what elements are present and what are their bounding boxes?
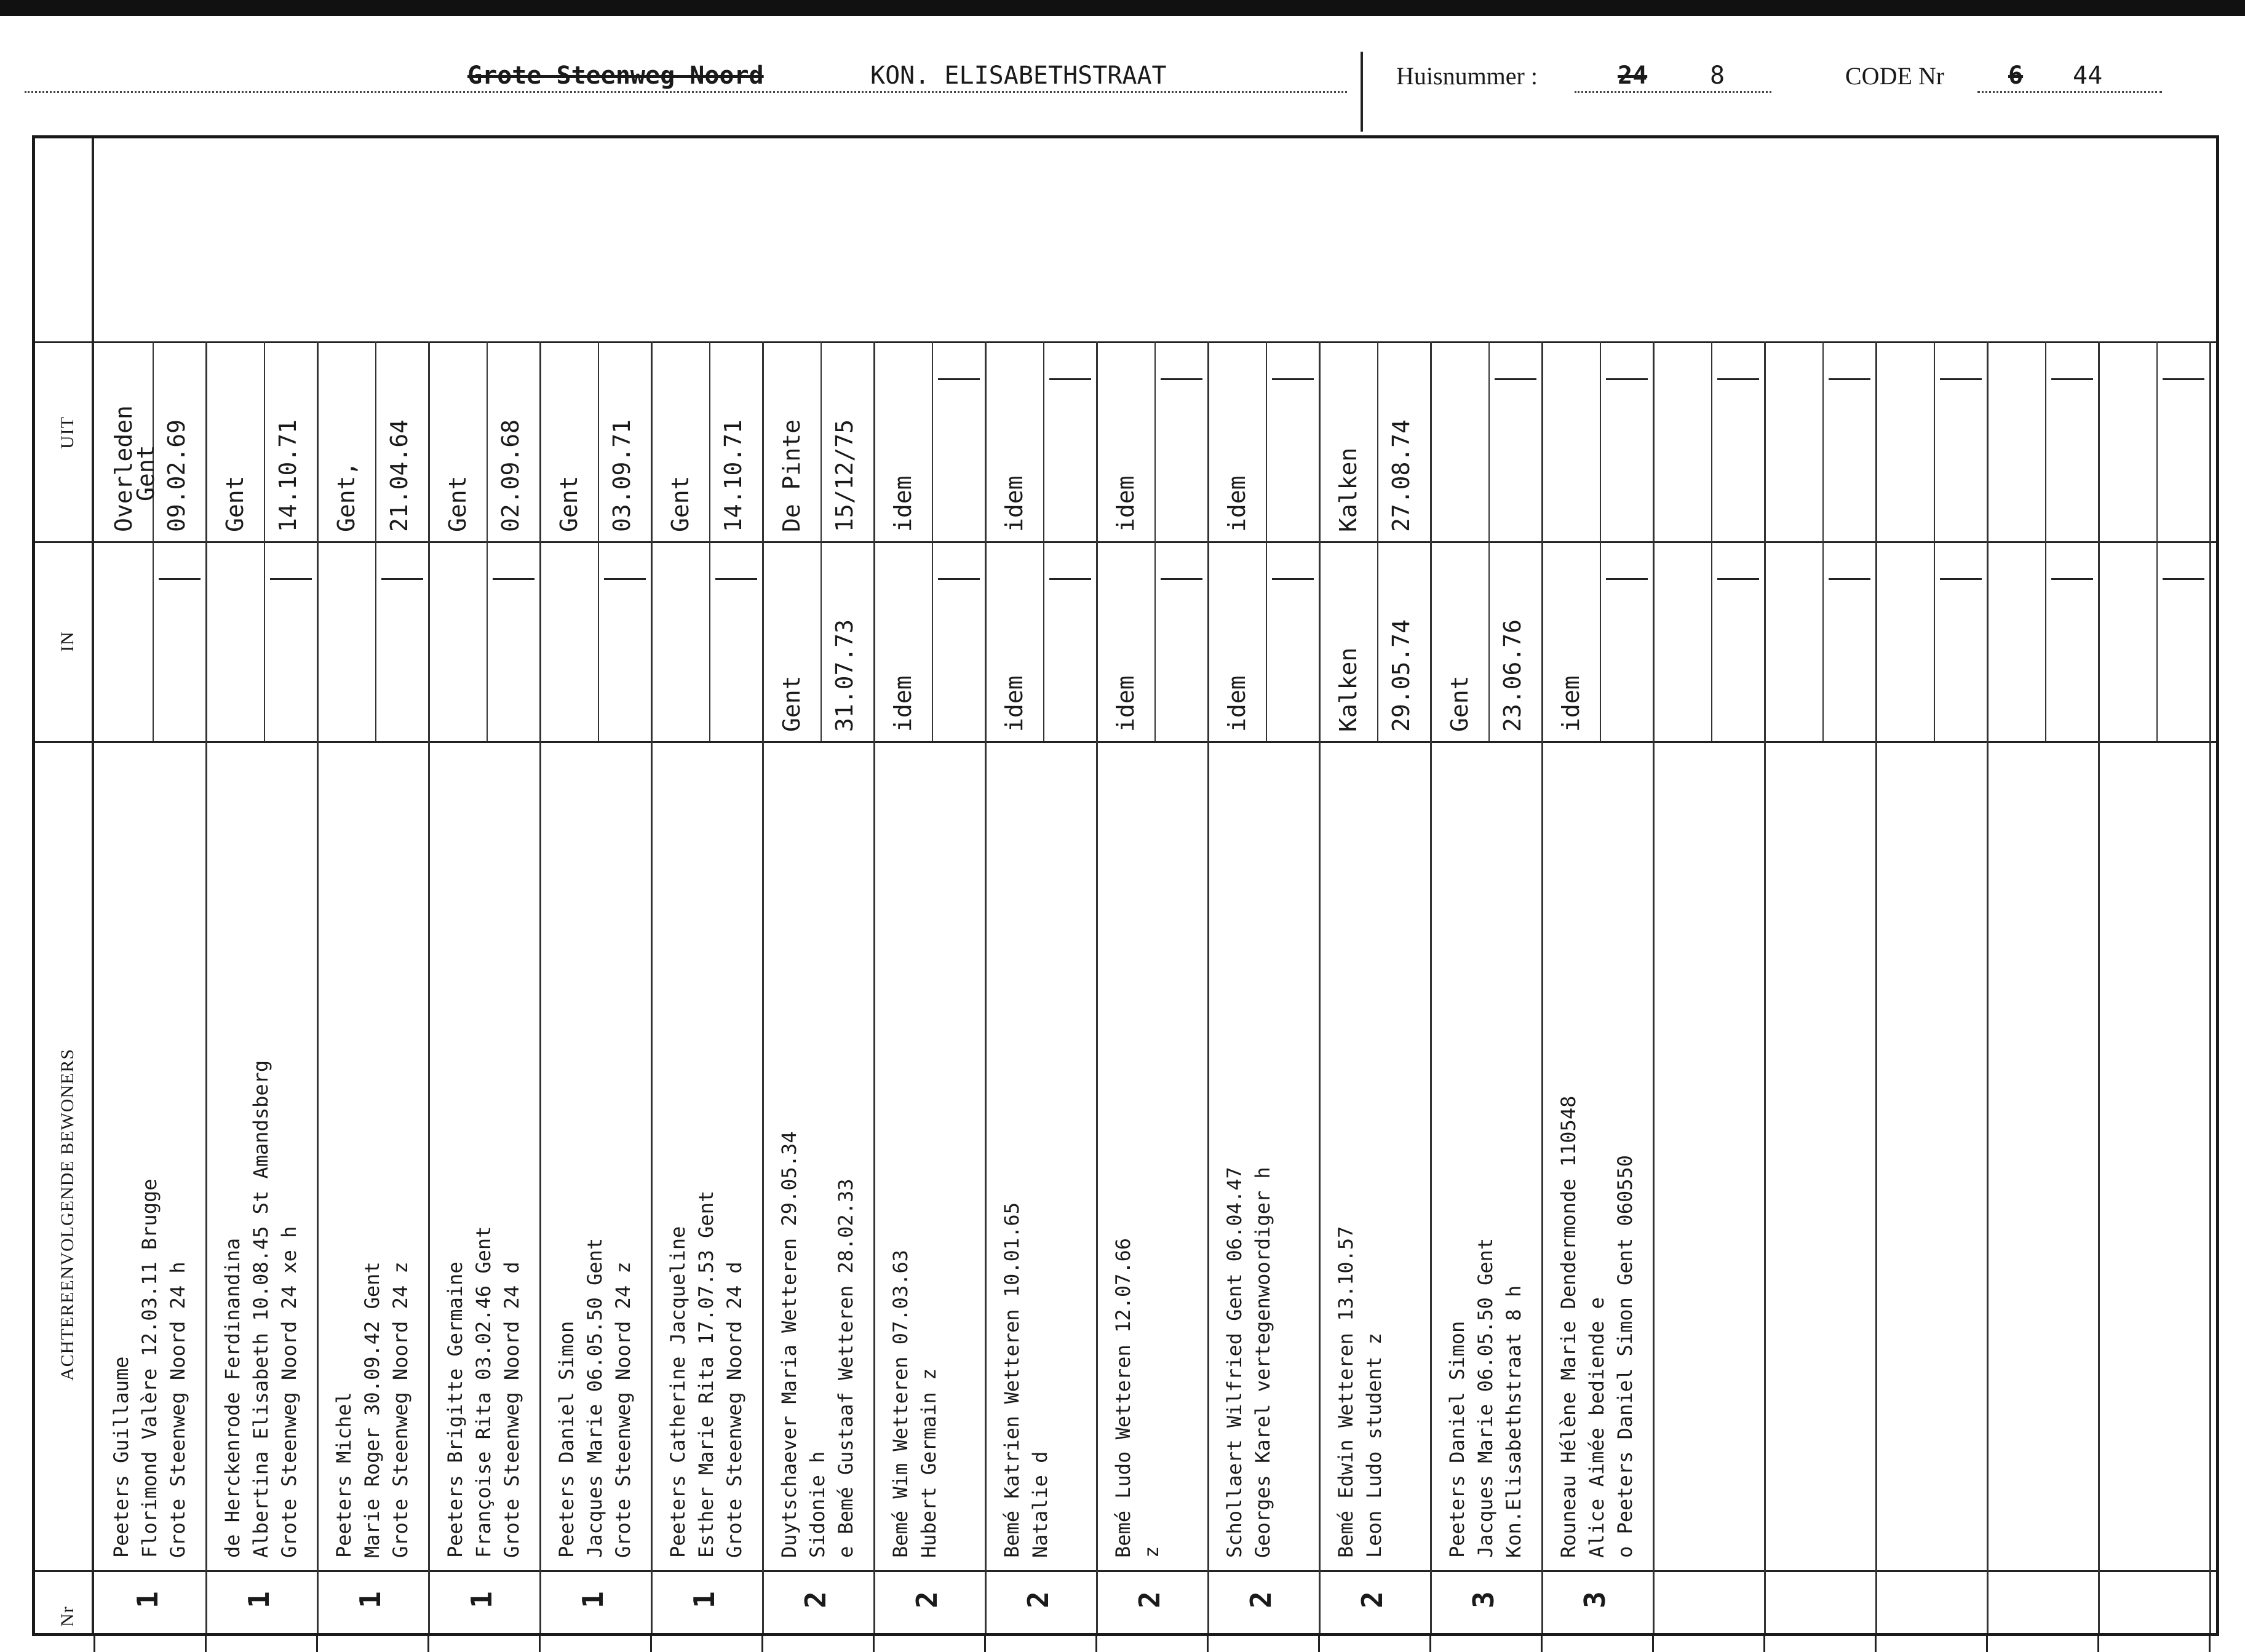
resident-line: Françoise Rita 03.02.46 Gent	[472, 1226, 495, 1558]
resident-line: o Peeters Daniel Simon Gent 060550	[1613, 1154, 1637, 1558]
section-label-strip	[35, 138, 94, 1633]
resident-line: z	[1140, 1546, 1163, 1558]
street-dotline	[25, 91, 1347, 93]
empty-dash	[381, 578, 423, 580]
resident-line: Hubert Germain z	[917, 1368, 940, 1558]
uit-date: 15/12/75	[831, 419, 858, 532]
in-place: Gent	[778, 675, 805, 732]
band-line-residents	[35, 741, 2216, 743]
bottom-tick	[1986, 1636, 1988, 1652]
bottom-tick	[1541, 1636, 1543, 1652]
subcolumn-separator	[2156, 341, 2158, 741]
uit-date: 14.10.71	[720, 419, 747, 532]
register-table	[32, 135, 2219, 1636]
bottom-tick	[93, 1636, 95, 1652]
row-nr: 1	[354, 1591, 387, 1608]
in-place: idem	[1112, 675, 1139, 732]
resident-line: Georges Karel vertegenwoordiger h	[1251, 1167, 1274, 1558]
top-edge-bar	[0, 0, 2245, 16]
empty-dash	[1940, 578, 1982, 580]
bottom-tick	[984, 1636, 986, 1652]
uit-place: idem	[889, 475, 916, 532]
empty-dash	[1606, 578, 1648, 580]
row-nr: 2	[799, 1591, 832, 1608]
resident-line: Duytschaever Maria Wetteren 29.05.34	[777, 1131, 801, 1558]
row-nr: 1	[576, 1591, 610, 1608]
subcolumn-separator	[821, 341, 822, 741]
uit-date: 14.10.71	[274, 419, 301, 532]
row-nr: 1	[242, 1591, 276, 1608]
subcolumn-separator	[153, 341, 154, 741]
uit-place: Gent	[555, 475, 582, 532]
column-separator	[1875, 341, 1877, 1633]
subcolumn-separator	[1822, 341, 1824, 741]
uit-place: Overleden	[110, 405, 137, 532]
uit-place: Kalken	[1335, 447, 1362, 532]
in-place: idem	[889, 675, 916, 732]
subcolumn-separator	[2045, 341, 2046, 741]
header-separator	[1361, 52, 1363, 132]
subcolumn-separator	[709, 341, 710, 741]
house-new: 8	[1710, 62, 1725, 90]
empty-dash	[1606, 378, 1648, 380]
column-separator	[1319, 341, 1321, 1633]
in-place: idem	[1557, 675, 1584, 732]
empty-dash	[1049, 378, 1091, 380]
subcolumn-separator	[1711, 341, 1712, 741]
bottom-ticks	[32, 1636, 2219, 1652]
empty-dash	[1940, 378, 1982, 380]
resident-line: Grote Steenweg Noord 24 d	[723, 1261, 746, 1558]
column-separator	[1764, 341, 1766, 1633]
empty-dash	[1272, 578, 1314, 580]
bottom-tick	[427, 1636, 429, 1652]
uit-place: idem	[1112, 475, 1139, 532]
resident-line: Peeters Catherine Jacqueline	[666, 1226, 689, 1558]
resident-line: Grote Steenweg Noord 24 d	[500, 1261, 523, 1558]
resident-line: Peeters Daniel Simon	[555, 1320, 578, 1558]
resident-line: Leon Ludo student z	[1362, 1332, 1386, 1558]
empty-dash	[2051, 378, 2093, 380]
bottom-tick	[761, 1636, 763, 1652]
subcolumn-separator	[1043, 341, 1044, 741]
in-date: 23.06.76	[1499, 619, 1526, 732]
column-separator	[1430, 341, 1432, 1633]
resident-line: Jacques Marie 06.05.50 Gent	[1474, 1237, 1497, 1558]
resident-line: Kon.Elisabethstraat 8 h	[1502, 1285, 1525, 1558]
resident-line: Peeters Michel	[332, 1392, 356, 1558]
uit-place: Gent	[221, 475, 248, 532]
bottom-tick	[2209, 1636, 2211, 1652]
column-separator	[317, 341, 319, 1633]
resident-line: Bemé Katrien Wetteren 10.01.65	[1000, 1202, 1023, 1558]
uit-date: 21.04.64	[386, 419, 413, 532]
resident-line: Natalie d	[1028, 1451, 1052, 1558]
house-dotline	[1575, 91, 1771, 93]
row-nr: 3	[1578, 1591, 1611, 1608]
subcolumn-separator	[264, 341, 265, 741]
resident-line: de Herckenrode Ferdinandina	[221, 1237, 244, 1558]
bottom-tick	[1318, 1636, 1320, 1652]
uit-date: 02.09.68	[497, 419, 524, 532]
resident-line: Florimond Valère 12.03.11 Brugge	[138, 1178, 161, 1558]
empty-dash	[1495, 378, 1536, 380]
subcolumn-separator	[1934, 341, 1935, 741]
in-place: idem	[1001, 675, 1028, 732]
column-separator	[205, 341, 207, 1633]
uit-place: idem	[1223, 475, 1250, 532]
uit-place: Gent	[667, 475, 694, 532]
section-in: IN	[57, 631, 77, 652]
subcolumn-separator	[487, 341, 488, 741]
column-separator	[428, 341, 430, 1633]
row-nr: 2	[1356, 1591, 1389, 1608]
bottom-tick	[1875, 1636, 1877, 1652]
empty-dash	[2163, 578, 2204, 580]
column-separator	[1096, 341, 1098, 1633]
bottom-tick	[1429, 1636, 1431, 1652]
resident-line: Schollaert Wilfried Gent 06.04.47	[1223, 1167, 1246, 1558]
resident-line: Bemé Wim Wetteren 07.03.63	[889, 1250, 912, 1558]
in-place: Gent	[1446, 675, 1473, 732]
uit-date: 03.09.71	[608, 419, 635, 532]
band-line-uit	[35, 341, 2216, 343]
column-separator	[762, 341, 764, 1633]
resident-line: Albertina Elisabeth 10.08.45 St Amandsberg	[249, 1060, 272, 1558]
column-separator	[2209, 341, 2211, 1633]
bottom-tick	[316, 1636, 318, 1652]
house-label: Huisnummer :	[1396, 62, 1538, 90]
row-nr: 3	[1467, 1591, 1500, 1608]
street-new: KON. ELISABETHSTRAAT	[870, 62, 1167, 90]
row-nr: 2	[1244, 1591, 1277, 1608]
uit-place: Gent	[444, 475, 471, 532]
subcolumn-separator	[598, 341, 599, 741]
uit-place: Gent,	[333, 461, 360, 532]
empty-dash	[1829, 378, 1870, 380]
section-nr: Nr	[57, 1606, 77, 1627]
resident-line: e Bemé Gustaaf Wetteren 28.02.33	[834, 1178, 857, 1558]
resident-line: Peeters Daniel Simon	[1445, 1320, 1469, 1558]
bottom-tick	[1207, 1636, 1209, 1652]
bottom-tick	[650, 1636, 652, 1652]
subcolumn-separator	[375, 341, 376, 741]
code-old: 6	[2008, 62, 2024, 90]
column-separator	[1207, 341, 1209, 1633]
column-separator	[2098, 341, 2100, 1633]
house-old: 24	[1618, 62, 1648, 90]
band-line-in	[35, 541, 2216, 543]
bottom-tick	[539, 1636, 541, 1652]
bottom-tick	[1095, 1636, 1097, 1652]
empty-dash	[1717, 578, 1759, 580]
empty-dash	[1272, 378, 1314, 380]
row-nr: 2	[1022, 1591, 1055, 1608]
subcolumn-separator	[1377, 341, 1378, 741]
empty-dash	[938, 378, 980, 380]
section-residents: ACHTEREENVOLGENDE BEWONERS	[57, 1048, 77, 1381]
column-separator	[651, 341, 653, 1633]
column-separator	[985, 341, 987, 1633]
code-dotline	[1977, 91, 2162, 93]
empty-dash	[1829, 578, 1870, 580]
resident-line: Esther Marie Rita 17.07.53 Gent	[694, 1190, 718, 1558]
row-nr: 2	[910, 1591, 944, 1608]
uit-place: idem	[1001, 475, 1028, 532]
empty-dash	[1161, 378, 1202, 380]
row-nr: 2	[1133, 1591, 1166, 1608]
empty-dash	[938, 578, 980, 580]
bottom-tick	[873, 1636, 875, 1652]
empty-dash	[493, 578, 534, 580]
code-new: 44	[2073, 62, 2103, 90]
subcolumn-separator	[1154, 341, 1156, 741]
resident-line: Grote Steenweg Noord 24 z	[389, 1261, 412, 1558]
empty-dash	[1717, 378, 1759, 380]
resident-line: Bemé Ludo Wetteren 12.07.66	[1111, 1237, 1135, 1558]
resident-line: Marie Roger 30.09.42 Gent	[360, 1261, 384, 1558]
uit-date: 27.08.74	[1388, 419, 1415, 532]
empty-dash	[2051, 578, 2093, 580]
column-separator	[873, 341, 875, 1633]
column-separator	[1987, 341, 1989, 1633]
empty-dash	[2163, 378, 2204, 380]
bottom-tick	[1652, 1636, 1654, 1652]
bottom-tick	[2097, 1636, 2099, 1652]
empty-dash	[159, 578, 201, 580]
in-date: 31.07.73	[831, 619, 858, 732]
column-separator	[1653, 341, 1655, 1633]
resident-line: Rouneau Hélène Marie Dendermonde 110548	[1557, 1095, 1580, 1558]
uit-date: 09.02.69	[163, 419, 190, 532]
street-old: Grote Steenweg Noord	[467, 62, 764, 90]
subcolumn-separator	[932, 341, 933, 741]
code-label: CODE Nr	[1845, 62, 1945, 90]
bottom-tick	[205, 1636, 207, 1652]
uit-place-2: Gent	[132, 445, 159, 501]
column-separator	[1541, 341, 1543, 1633]
subcolumn-separator	[1488, 341, 1490, 741]
resident-line: Grote Steenweg Noord 24 h	[166, 1261, 189, 1558]
uit-place: De Pinte	[778, 419, 805, 532]
in-place: idem	[1223, 675, 1250, 732]
resident-line: Alice Aimée bediende e	[1585, 1297, 1608, 1558]
row-nr: 1	[688, 1591, 721, 1608]
band-line-nr	[35, 1570, 2216, 1572]
empty-dash	[715, 578, 757, 580]
empty-dash	[1049, 578, 1091, 580]
resident-line: Peeters Guillaume	[109, 1356, 133, 1558]
row-nr: 1	[465, 1591, 498, 1608]
resident-line: Jacques Marie 06.05.50 Gent	[583, 1237, 606, 1558]
resident-line: Bemé Edwin Wetteren 13.10.57	[1334, 1226, 1357, 1558]
resident-line: Grote Steenweg Noord 24 z	[611, 1261, 635, 1558]
empty-dash	[1161, 578, 1202, 580]
resident-line: Sidonie h	[806, 1451, 829, 1558]
resident-line: Peeters Brigitte Germaine	[443, 1261, 467, 1558]
column-separator	[539, 341, 541, 1633]
row-nr: 1	[131, 1591, 164, 1608]
empty-dash	[270, 578, 312, 580]
bottom-tick	[1763, 1636, 1765, 1652]
subcolumn-separator	[1266, 341, 1267, 741]
resident-line: Grote Steenweg Noord 24 xe h	[277, 1226, 301, 1558]
section-uit: UIT	[57, 416, 77, 449]
in-date: 29.05.74	[1388, 619, 1415, 732]
empty-dash	[604, 578, 646, 580]
in-place: Kalken	[1335, 647, 1362, 732]
subcolumn-separator	[1600, 341, 1601, 741]
